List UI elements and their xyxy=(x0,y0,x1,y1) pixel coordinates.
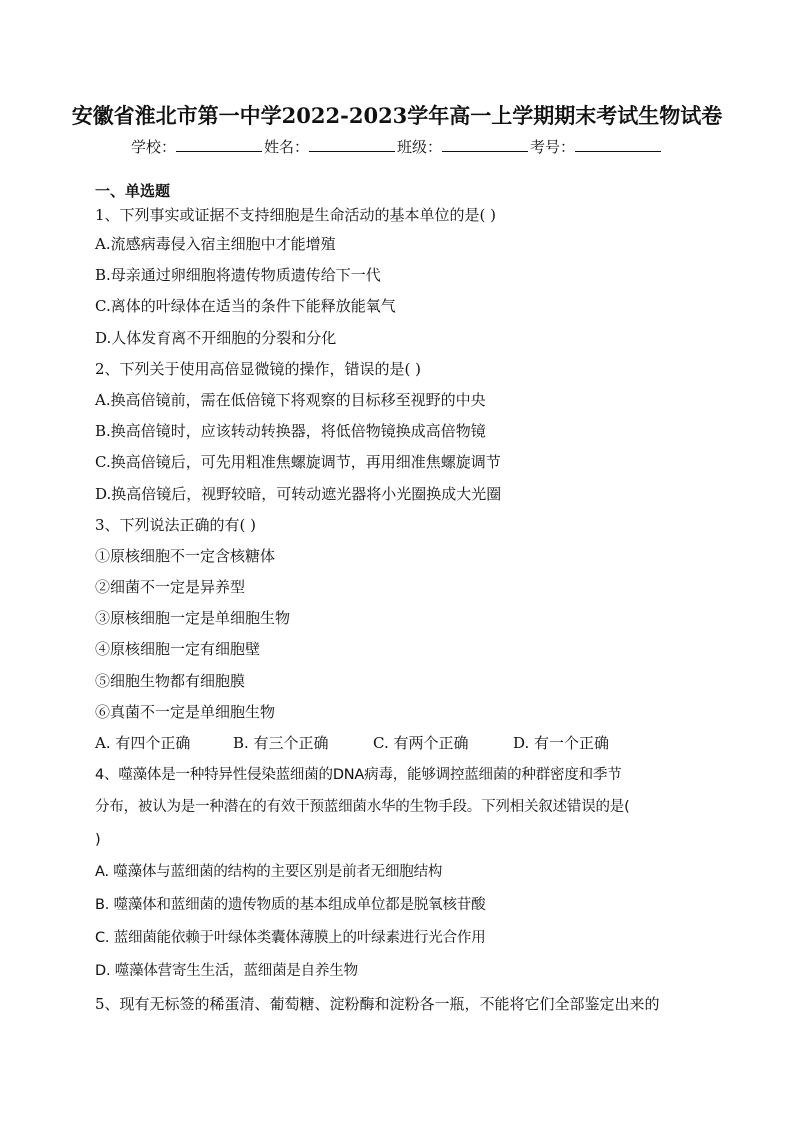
class-label: 班级： xyxy=(397,138,443,156)
question-3-statement-6: ⑥真菌不一定是单细胞生物 xyxy=(95,702,276,721)
question-3-option-b: B. 有三个正确 xyxy=(233,734,329,752)
question-3-statement-2: ②细菌不一定是异养型 xyxy=(95,578,246,597)
question-2-option-b: B.换高倍镜时，应该转动转换器，将低倍物镜换成高倍物镜 xyxy=(95,422,486,441)
exam-title: 安徽省淮北市第一中学2022-2023学年高一上学期期末考试生物试卷 xyxy=(71,103,723,128)
question-1-option-d: D.人体发育离不开细胞的分裂和分化 xyxy=(95,328,337,347)
question-3-options xyxy=(95,728,705,759)
question-1-stem: 1、下列事实或证据不支持细胞是生命活动的基本单位的是( ) xyxy=(95,206,497,224)
question-3-option-a: A. 有四个正确 xyxy=(95,734,191,752)
exam-number-blank[interactable] xyxy=(575,137,661,152)
question-5-stem-line-1: 5、现有无标签的稀蛋清、葡萄糖、淀粉酶和淀粉各一瓶，不能将它们全部鉴定出来的 xyxy=(95,995,660,1013)
name-blank[interactable] xyxy=(309,137,395,152)
question-2-option-a: A.换高倍镜前，需在低倍镜下将观察的目标移至视野的中央 xyxy=(95,390,486,409)
name-label: 姓名： xyxy=(263,138,309,156)
question-3-statement-5: ⑤细胞生物都有细胞膜 xyxy=(95,671,246,690)
exam-content xyxy=(95,180,705,1020)
question-3-option-d: D. 有一个正确 xyxy=(513,734,610,752)
question-4-stem-line-2: 分布，被认为是一种潜在的有效干预蓝细菌水华的生物手段。下列相关叙述错误的是( xyxy=(95,799,630,815)
question-1-option-a: A.流感病毒侵入宿主细胞中才能增殖 xyxy=(95,235,336,253)
question-3-stem: 3、下列说法正确的有( ) xyxy=(95,515,257,534)
section-heading: 一、单选题 xyxy=(95,182,171,200)
student-info-line xyxy=(0,136,794,157)
school-label: 学校： xyxy=(130,138,176,156)
question-2-stem: 2、下列关于使用高倍显微镜的操作，错误的是( ) xyxy=(95,359,422,378)
question-4-stem-line-3: ) xyxy=(95,832,101,848)
question-4-option-c: C. 蓝细菌能依赖于叶绿体类囊体薄膜上的叶绿素进行光合作用 xyxy=(95,930,486,946)
question-4-option-a: A. 噬藻体与蓝细菌的结构的主要区别是前者无细胞结构 xyxy=(95,864,443,880)
question-3-statement-3: ③原核细胞一定是单细胞生物 xyxy=(95,609,291,628)
question-2-option-d: D.换高倍镜后，视野较暗，可转动遮光器将小光圈换成大光圈 xyxy=(95,484,502,503)
question-2-option-c: C.换高倍镜后，可先用粗准焦螺旋调节，再用细准焦螺旋调节 xyxy=(95,453,501,472)
question-4-option-d: D. 噬藻体营寄生生活，蓝细菌是自养生物 xyxy=(95,963,358,979)
question-1-option-c: C.离体的叶绿体在适当的条件下能释放能氧气 xyxy=(95,297,396,316)
school-blank[interactable] xyxy=(176,137,262,152)
class-blank[interactable] xyxy=(442,137,528,152)
question-4-option-b: B. 噬藻体和蓝细菌的遗传物质的基本组成单位都是脱氧核苷酸 xyxy=(95,897,486,913)
question-3-option-c: C. 有两个正确 xyxy=(373,734,469,752)
question-3-statement-4: ④原核细胞一定有细胞壁 xyxy=(95,640,261,659)
exam-number-label: 考号： xyxy=(530,138,576,156)
question-1-option-b: B.母亲通过卵细胞将遗传物质遗传给下一代 xyxy=(95,266,381,285)
question-3-statement-1: ①原核细胞不一定含核糖体 xyxy=(95,546,276,565)
question-4-stem-line-1: 4、噬藻体是一种特异性侵染蓝细菌的DNA病毒，能够调控蓝细菌的种群密度和季节 xyxy=(95,767,622,783)
